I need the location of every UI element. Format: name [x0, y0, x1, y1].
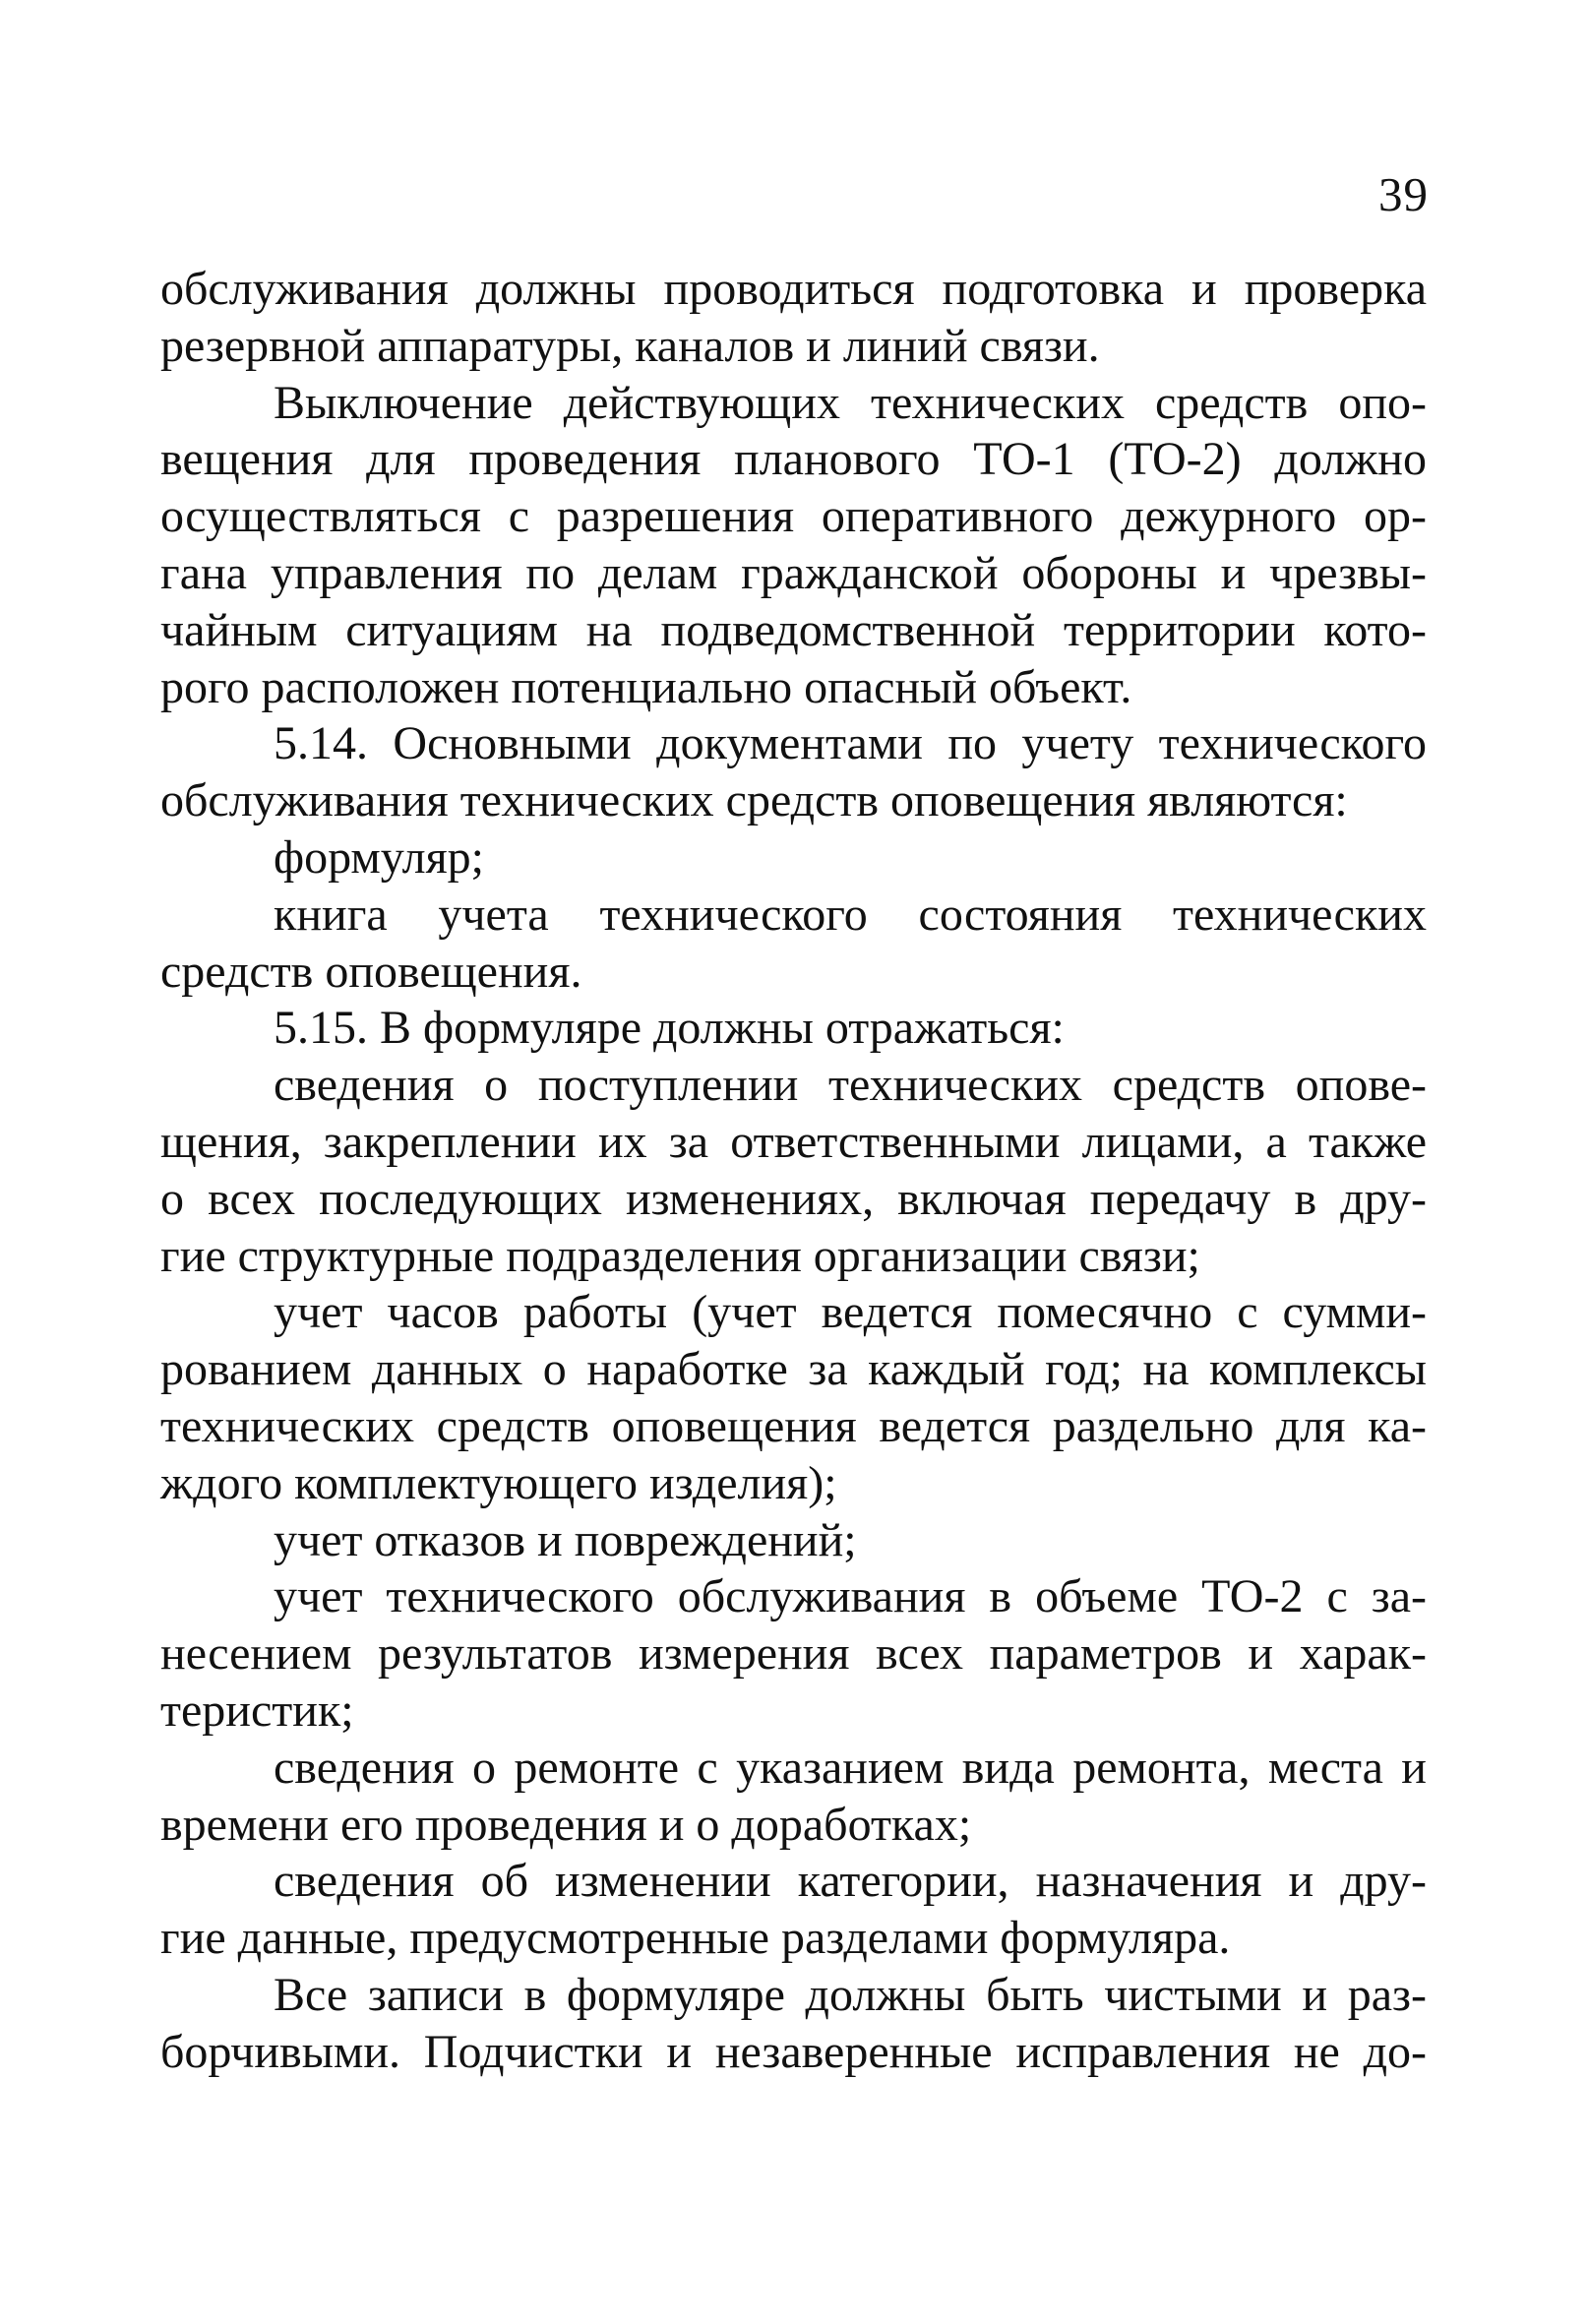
text-line: борчивыми. Подчистки и незаверенные исправления не до-	[160, 2025, 1427, 2078]
text-line: обслуживания технических средств оповещения являются:	[160, 774, 1348, 827]
text-line: технических средств оповещения ведется раздельно для ка-	[160, 1399, 1427, 1452]
page-number: 39	[1378, 167, 1429, 221]
text-line: осуществляться с разрешения оперативного дежурного ор-	[160, 490, 1427, 543]
text-line: книга учета технического состояния технических	[274, 887, 1427, 941]
text-line: учет часов работы (учет ведется помесячно с сумми-	[274, 1286, 1427, 1339]
text-line: сведения об изменении категории, назначения и дру-	[274, 1855, 1427, 1908]
text-line: формуляр;	[274, 830, 485, 884]
text-line: о всех последующих изменениях, включая передачу в дру-	[160, 1172, 1427, 1225]
text-line: чайным ситуациям на подведомственной территории кото-	[160, 603, 1427, 656]
text-line: времени его проведения и о доработках;	[160, 1798, 972, 1851]
text-line: средств оповещения.	[160, 945, 582, 998]
text-line: обслуживания должны проводиться подготовка и проверка	[160, 263, 1427, 315]
text-line: рованием данных о наработке за каждый год; на комплексы	[160, 1343, 1427, 1396]
text-line: теристик;	[160, 1683, 354, 1737]
text-line: Выключение действующих технических средств опо-	[274, 376, 1427, 429]
text-line: сведения о поступлении технических средств опове-	[274, 1059, 1427, 1112]
body-text	[160, 261, 1427, 2081]
text-line: несением результатов измерения всех параметров и харак-	[160, 1627, 1427, 1681]
text-line: гие данные, предусмотренные разделами формуляра.	[160, 1912, 1231, 1965]
text-line: резервной аппаратуры, каналов и линий связи.	[160, 319, 1100, 372]
text-line: 5.15. В формуляре должны отражаться:	[274, 1002, 1065, 1055]
text-line: учет технического обслуживания в объеме ТО-2 с за-	[274, 1570, 1427, 1623]
text-line: учет отказов и повреждений;	[274, 1513, 857, 1566]
text-line: сведения о ремонте с указанием вида ремонта, места и	[274, 1741, 1427, 1794]
text-line: ждого комплектующего изделия);	[160, 1456, 837, 1509]
text-line: гие структурные подразделения организации связи;	[160, 1229, 1200, 1282]
text-line: вещения для проведения планового ТО-1 (ТО-2) должно	[160, 433, 1427, 486]
text-line: рого расположен потенциально опасный объект.	[160, 660, 1132, 713]
text-line: Все записи в формуляре должны быть чистыми и раз-	[274, 1968, 1427, 2021]
text-line: 5.14. Основными документами по учету технического	[274, 717, 1427, 770]
text-line: гана управления по делам гражданской обороны и чрезвы-	[160, 546, 1427, 599]
text-line: щения, закреплении их за ответственными лицами, а также	[160, 1115, 1427, 1168]
